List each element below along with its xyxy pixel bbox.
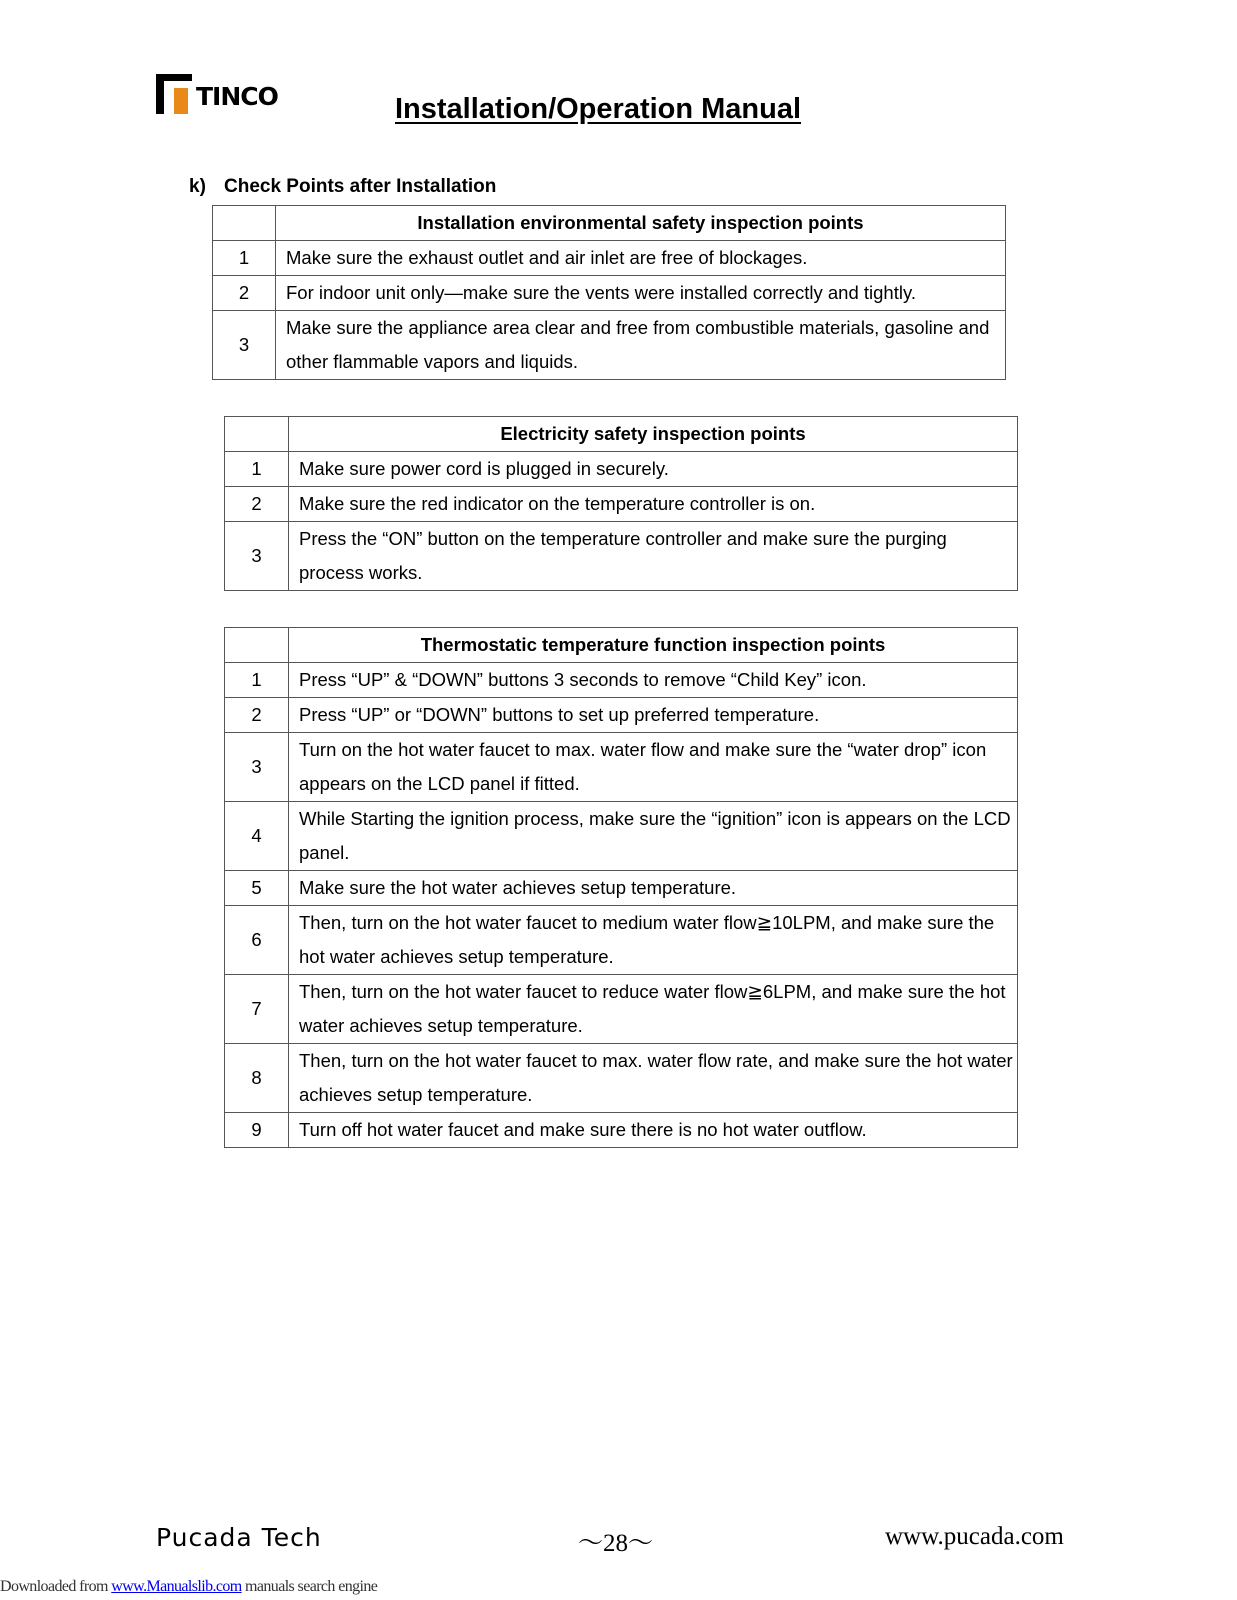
row-text: While Starting the ignition process, make sure the “ignition” icon is appears on the LCD panel.	[289, 802, 1018, 871]
logo-text: TINCO	[196, 82, 278, 111]
row-number: 7	[225, 975, 289, 1044]
table-row	[213, 276, 1006, 311]
row-text: Press “UP” or “DOWN” buttons to set up preferred temperature.	[289, 698, 1018, 733]
row-number: 1	[225, 663, 289, 698]
row-text: Make sure the exhaust outlet and air inlet are free of blockages.	[276, 241, 1006, 276]
table-row	[213, 311, 1006, 380]
row-text: Make sure the red indicator on the temperature controller is on.	[289, 487, 1018, 522]
number-header-cell	[225, 628, 289, 663]
row-number: 3	[225, 522, 289, 591]
page-title: Installation/Operation Manual	[395, 93, 802, 125]
section-marker: k)	[189, 176, 206, 197]
table-header: Electricity safety inspection points	[289, 417, 1018, 452]
row-text: Then, turn on the hot water faucet to reduce water flow≧6LPM, and make sure the hot water achieves setup temperature.	[289, 975, 1018, 1044]
footer-website: www.pucada.com	[885, 1523, 1064, 1550]
download-notice	[0, 1578, 377, 1596]
row-number: 4	[225, 802, 289, 871]
download-suffix: manuals search engine	[241, 1578, 378, 1595]
table-header-row	[225, 628, 1018, 663]
row-text: Make sure power cord is plugged in securely.	[289, 452, 1018, 487]
table-row	[225, 871, 1018, 906]
manualslib-link[interactable]: www.Manualslib.com	[111, 1578, 242, 1595]
table-row	[225, 906, 1018, 975]
footer-company: Pucada Tech	[156, 1523, 322, 1552]
row-number: 2	[225, 487, 289, 522]
number-header-cell	[213, 206, 276, 241]
table-header-row	[225, 417, 1018, 452]
row-number: 5	[225, 871, 289, 906]
row-number: 2	[225, 698, 289, 733]
table-row	[225, 698, 1018, 733]
row-number: 9	[225, 1113, 289, 1148]
table-row	[225, 663, 1018, 698]
thermostatic-inspection-table	[224, 627, 1018, 1148]
table-header: Thermostatic temperature function inspection points	[289, 628, 1018, 663]
number-header-cell	[225, 417, 289, 452]
electricity-inspection-table	[224, 416, 1018, 591]
table-row	[225, 1113, 1018, 1148]
section-heading	[189, 176, 496, 198]
table-header: Installation environmental safety inspection points	[276, 206, 1006, 241]
row-text: For indoor unit only—make sure the vents were installed correctly and tightly.	[276, 276, 1006, 311]
row-text: Press the “ON” button on the temperature controller and make sure the purging process works.	[289, 522, 1018, 591]
row-text: Make sure the hot water achieves setup temperature.	[289, 871, 1018, 906]
table-row	[225, 1044, 1018, 1113]
row-text: Make sure the appliance area clear and free from combustible materials, gasoline and other flammable vapors and liquids.	[276, 311, 1006, 380]
row-number: 2	[213, 276, 276, 311]
page-number: ～28～	[578, 1530, 654, 1557]
row-number: 8	[225, 1044, 289, 1113]
table-row	[225, 802, 1018, 871]
table-row	[225, 733, 1018, 802]
tinco-logo	[156, 74, 286, 120]
table-row	[225, 975, 1018, 1044]
table-row	[225, 522, 1018, 591]
section-title: Check Points after Installation	[224, 176, 497, 197]
environmental-inspection-table	[212, 205, 1006, 380]
row-number: 3	[225, 733, 289, 802]
row-number: 6	[225, 906, 289, 975]
table-row	[225, 452, 1018, 487]
row-text: Then, turn on the hot water faucet to medium water flow≧10LPM, and make sure the hot water achieves setup temperature.	[289, 906, 1018, 975]
table-row	[213, 241, 1006, 276]
tinco-logo-icon	[156, 74, 196, 120]
row-number: 3	[213, 311, 276, 380]
row-text: Press “UP” & “DOWN” buttons 3 seconds to remove “Child Key” icon.	[289, 663, 1018, 698]
row-number: 1	[213, 241, 276, 276]
row-text: Turn off hot water faucet and make sure there is no hot water outflow.	[289, 1113, 1018, 1148]
row-number: 1	[225, 452, 289, 487]
row-text: Turn on the hot water faucet to max. water flow and make sure the “water drop” icon appears on the LCD panel if fitted.	[289, 733, 1018, 802]
table-header-row	[213, 206, 1006, 241]
table-row	[225, 487, 1018, 522]
download-prefix: Downloaded from	[0, 1578, 112, 1595]
row-text: Then, turn on the hot water faucet to max. water flow rate, and make sure the hot water achieves setup temperature.	[289, 1044, 1018, 1113]
